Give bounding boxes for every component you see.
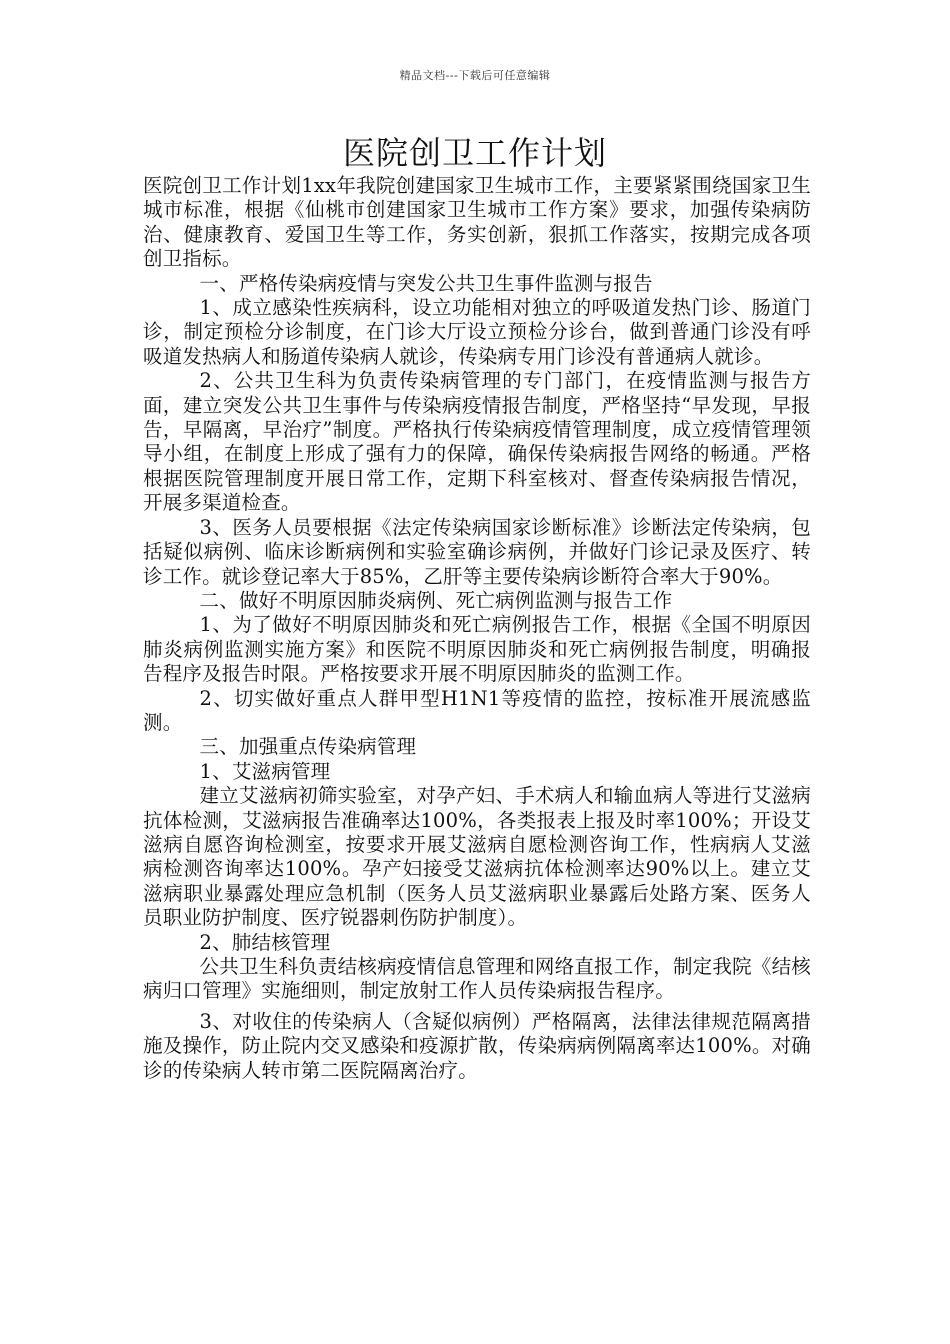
header-note: 精品文档---下载后可任意编辑 xyxy=(399,69,551,82)
paragraph: 3、医务人员要根据《法定传染病国家诊断标准》诊断法定传染病，包括疑似病例、临床诊断病例和实验室确诊病例，并做好门诊记录及医疗、转诊工作。就诊登记率大于85%，乙肝等主要传染病诊断符合率大于90%。 xyxy=(143,515,811,588)
paragraph: 三、加强重点传染病管理 xyxy=(199,735,417,759)
paragraph: 一、严格传染病疫情与突发公共卫生事件监测与报告 xyxy=(199,271,653,295)
document-title: 医院创卫工作计划 xyxy=(342,134,607,172)
paragraph: 2、肺结核管理 xyxy=(199,930,331,954)
paragraph: 医院创卫工作计划1xx年我院创建国家卫生城市工作，主要紧紧围绕国家卫生城市标准，根据《仙桃市创建国家卫生城市工作方案》要求，加强传染病防治、健康教育、爱国卫生等工作，务实创新，狠抓工作落实，按期完成各项创卫指标。 xyxy=(143,174,811,271)
paragraph: 二、做好不明原因肺炎病例、死亡病例监测与报告工作 xyxy=(199,588,673,612)
paragraph: 1、为了做好不明原因肺炎和死亡病例报告工作，根据《全国不明原因肺炎病例监测实施方案》和医院不明原因肺炎和死亡病例报告制度，明确报告程序及报告时限。严格按要求开展不明原因肺炎的监测工作。 xyxy=(143,613,811,686)
paragraph: 1、成立感染性疾病科，设立功能相对独立的呼吸道发热门诊、肠道门诊，制定预检分诊制度，在门诊大厅设立预检分诊台，做到普通门诊没有呼吸道发热病人和肠道传染病人就诊，传染病专用门诊没有普通病人就诊。 xyxy=(143,296,811,368)
paragraph: 公共卫生科负责结核病疫情信息管理和网络直报工作，制定我院《结核病归口管理》实施细则，制定放射工作人员传染病报告程序。 xyxy=(143,955,811,1003)
paragraph: 2、公共卫生科为负责传染病管理的专门部门，在疫情监测与报告方面，建立突发公共卫生事件与传染病疫情报告制度，严格坚持“早发现，早报告，早隔离，早治疗”制度。严格执行传染病疫情管理制度，成立疫情管理领导小组，在制度上形成了强有力的保障，确保传染病报告网络的畅通。严格根据医院管理制度开展日常工作，定期下科室核对、督查传染病报告情况，开展多渠道检查。 xyxy=(143,369,811,515)
paragraph: 3、对收住的传染病人（含疑似病例）严格隔离，法律法律规范隔离措施及操作，防止院内交叉感染和疫源扩散，传染病病例隔离率达100%。对确诊的传染病人转市第二医院隔离治疗。 xyxy=(143,1009,811,1082)
document-body xyxy=(143,174,811,1083)
paragraph: 建立艾滋病初筛实验室，对孕产妇、手术病人和输血病人等进行艾滋病抗体检测，艾滋病报告准确率达100%，各类报表上报及时率100%；开设艾滋病自愿咨询检测室，按要求开展艾滋病自愿检测咨询工作，性病病人艾滋病检测咨询率达100%。孕产妇接受艾滋病抗体检测率达90%以上。建立艾滋病职业暴露处理应急机制（医务人员艾滋病职业暴露后处路方案、医务人员职业防护制度、医疗锐器刺伤防护制度）。 xyxy=(143,784,811,930)
paragraph: 1、艾滋病管理 xyxy=(199,759,331,783)
paragraph: 2、切实做好重点人群甲型H1N1等疫情的监控，按标准开展流感监测。 xyxy=(143,686,811,734)
